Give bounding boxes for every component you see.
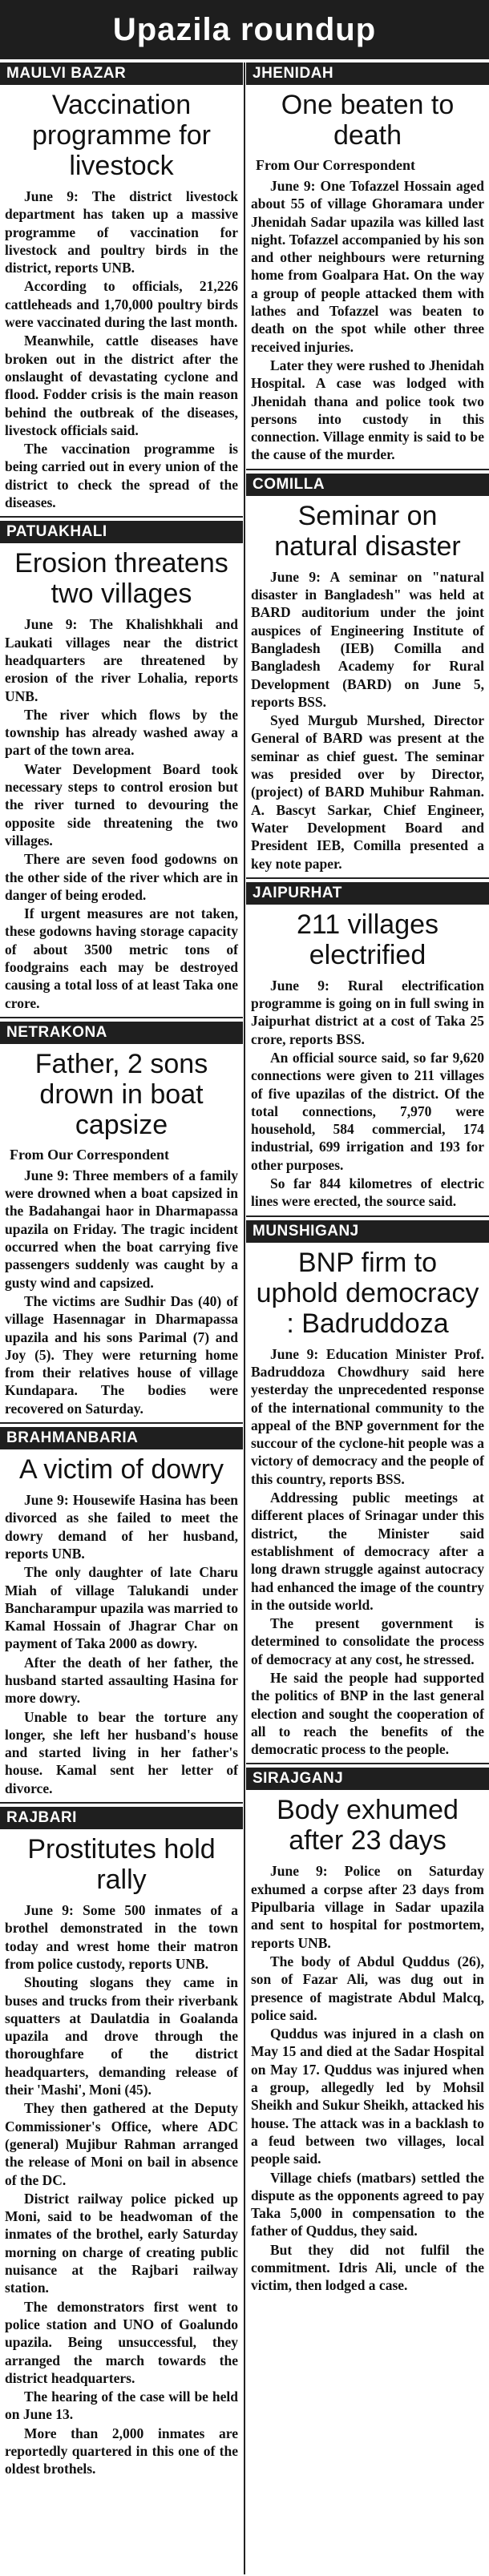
story-comilla (246, 474, 489, 879)
story-headline: BNP firm to uphold democracy : Badruddoza (256, 1247, 479, 1339)
story-dateline: NETRAKONA (0, 1022, 243, 1044)
story-paragraph: June 9: The district livestock department has taken up a massive programme of vaccination for livestock and poultry birds in the district, reports UNB. (5, 188, 238, 276)
story-paragraph: Addressing public meetings at different places of Srinagar under this district, the Minister said establishment of democracy after a long drawn struggle against autocracy had enhanced the image of the country in the outside world. (251, 1490, 484, 1613)
story-divider (246, 1215, 489, 1217)
story-paragraph: He said the people had supported the politics of BNP in the last general election and sought the cooperation of all to reach the benefits of the democratic process to the people. (251, 1670, 484, 1758)
story-paragraph: The present government is determined to consolidate the process of democracy at any cost, he stressed. (251, 1615, 484, 1667)
story-paragraph: The river which flows by the township has already washed away a part of the town area. (5, 706, 238, 759)
story-paragraph: June 9: Some 500 inmates of a brothel demonstrated in the town today and wrest home their matron from police custody, reports UNB. (5, 1902, 238, 1972)
story-dateline: COMILLA (246, 474, 489, 496)
story-paragraph: They then gathered at the Deputy Commissioner's Office, where ADC (general) Mujibur Rahman arranged the release of Moni on bail in absence of the DC. (5, 2100, 238, 2188)
story-dateline: BRAHMANBARIA (0, 1427, 243, 1449)
story-netrakona (0, 1022, 243, 1424)
story-paragraph: But they did not fulfil the commitment. Idris Ali, uncle of the victim, then lodged a case. (251, 2241, 484, 2294)
story-paragraph: After the death of her father, the husband started assaulting Hasina for more dowry. (5, 1654, 238, 1707)
story-paragraph: Quddus was injured in a clash on May 15 and died at the Sadar Hospital on May 17. Quddus was injured when a group, allegedly led by Mohsil Sheikh and Sukur Sheikh, attacked his house. The attack was in a backlash to a feud between two villages, local people said. (251, 2026, 484, 2167)
story-paragraph: June 9: A seminar on "natural disaster in Bangladesh" was held at BARD auditorium under the joint auspices of Engineering Institute of Bangladesh (IEB) Comilla and Bangladesh Academy for Rural Development (BARD) on June 5, reports BSS. (251, 568, 484, 710)
story-paragraph: More than 2,000 inmates are reportedly quartered in this one of the oldest brothels. (5, 2425, 238, 2477)
column-divider (244, 62, 245, 2574)
story-headline: Vaccination programme for livestock (32, 90, 211, 181)
story-paragraph: The only daughter of late Charu Miah of village Talukandi under Bancharampur upazila was married to Kamal Hossain of Jhagrar Char on payment of Taka 2000 as dowry. (5, 1564, 238, 1652)
story-paragraph: There are seven food godowns on the other side of the river which are in danger of being eroded. (5, 851, 238, 903)
story-dateline: MUNSHIGANJ (246, 1220, 489, 1243)
story-paragraph: Village chiefs (matbars) settled the dispute as the opponents agreed to pay Taka 5,000 in compensation to the father of Quddus, they said. (251, 2169, 484, 2239)
story-paragraph: District railway police picked up Moni, said to be headwoman of the inmates of the brothel, early Saturday morning on charge of creating public nuisance at the Rajbari railway station. (5, 2190, 238, 2296)
story-paragraph: According to officials, 21,226 cattleheads and 1,70,000 poultry birds were vaccinated during the last month. (5, 278, 238, 331)
story-dateline: SIRAJGANJ (246, 1768, 489, 1790)
story-paragraph: Shouting slogans they came in buses and trucks from their riverbank squatters at Daulatdia in Goalanda upazila and drove through the thoroughfare of the district headquarters, demanding release of their 'Mashi', Moni (45). (5, 1974, 238, 2098)
story-munshiganj (246, 1220, 489, 1765)
story-paragraph: June 9: Education Minister Prof. Badruddoza Chowdhury said here yesterday the unprecedented response of the international community to the appeal of the BNP government for the succour of the cyclone-hit people was a victory of democracy and the people of this country, reports BSS. (251, 1345, 484, 1487)
story-jaipurhat (246, 882, 489, 1217)
story-jhenidah (246, 62, 489, 470)
story-maulvi-bazar (0, 62, 243, 518)
story-headline: Body exhumed after 23 days (277, 1795, 459, 1856)
story-headline: Seminar on natural disaster (274, 500, 461, 562)
right-column (246, 59, 489, 2576)
story-dateline: JAIPURHAT (246, 882, 489, 905)
story-dateline: RAJBARI (0, 1807, 243, 1829)
story-paragraph: June 9: Housewife Hasina has been divorced as she failed to meet the dowry demand of her husband, reports UNB. (5, 1492, 238, 1562)
story-divider (246, 1763, 489, 1764)
story-divider (0, 1422, 243, 1424)
story-dateline: MAULVI BAZAR (0, 62, 243, 85)
story-paragraph: An official source said, so far 9,620 connections were given to 211 villages of five upazilas of the district. Of the total connections, 7,970 were household, 584 commercial, 174 industrial, 699 irrigation and 193 for other purposes. (251, 1049, 484, 1173)
story-byline: From Our Correspondent (10, 1146, 170, 1163)
story-paragraph: The hearing of the case will be held on June 13. (5, 2389, 238, 2423)
story-dateline: PATUAKHALI (0, 521, 243, 543)
story-paragraph: Meanwhile, cattle diseases have broken out in the district after the onslaught of devastating cyclone and flood. Fodder crisis is the main reason behind the outbreak of the diseases, livestock officials said. (5, 333, 238, 438)
story-paragraph: Water Development Board took necessary steps to control erosion but the river turned to devouring the opposite side threatening the two villages. (5, 760, 238, 849)
story-paragraph: The vaccination programme is being carried out in every union of the district to check the spread of the diseases. (5, 441, 238, 511)
story-paragraph: June 9: The Khalishkhali and Laukati villages near the district headquarters are threatened by erosion of the river Lohalia, reports UNB. (5, 616, 238, 704)
story-headline: One beaten to death (281, 90, 455, 151)
story-headline: Prostitutes hold rally (27, 1834, 216, 1896)
story-paragraph: If urgent measures are not taken, these godowns having storage capacity of about 3500 metric tons of foodgrains each may be destroyed causing a total loss of at least Taka one crore. (5, 905, 238, 1011)
story-byline: From Our Correspondent (256, 157, 416, 173)
story-paragraph: June 9: One Tofazzel Hossain aged about 55 of village Ghoramara under Jhenidah Sadar upazila was killed last night. Tofazzel accompanied by his son and other neighbours were returning home from Goalpara Hat. On the way a group of people attacked them with lathes and Tofazzel was beaten to death on the spot while other three received injuries. (251, 178, 484, 355)
story-dateline: JHENIDAH (246, 62, 489, 85)
story-divider (0, 1802, 243, 1804)
story-divider (0, 1017, 243, 1018)
story-paragraph: June 9: Rural electrification programme is going on in full swing in Jaipurhat district at a cost of Taka 25 crore, reports BSS. (251, 977, 484, 1047)
section-banner: Upazila roundup (0, 0, 489, 59)
story-divider (0, 516, 243, 518)
story-divider (246, 469, 489, 470)
story-paragraph: The demonstrators first went to police station and UNO of Goalundo upazila. Being unsuccessful, they arranged the march towards the district headquarters. (5, 2298, 238, 2386)
story-headline: A victim of dowry (18, 1454, 224, 1486)
story-headline: 211 villages electrified (296, 909, 439, 970)
story-paragraph: Later they were rushed to Jhenidah Hospital. A case was lodged with Jhenidah thana and police took two persons into custody in this connection. Village enmity is said to be the cause of the murder. (251, 357, 484, 463)
left-column (0, 59, 243, 2576)
story-paragraph: June 9: Police on Saturday exhumed a corpse after 23 days from Pipulbaria village in Sadar upazila and sent to hospital for postmortem, reports UNB. (251, 1863, 484, 1951)
story-paragraph: So far 844 kilometres of electric lines were erected, the source said. (251, 1175, 484, 1210)
story-rajbari (0, 1807, 243, 2478)
story-paragraph: Unable to bear the torture any longer, she left her husband's house and started living in her father's house. Kamal sent her letter of divorce. (5, 1708, 238, 1796)
story-headline: Erosion threatens two villages (14, 548, 228, 610)
story-divider (246, 877, 489, 879)
story-headline: Father, 2 sons drown in boat capsize (34, 1048, 208, 1140)
story-patuakhali (0, 521, 243, 1018)
story-brahmanbaria (0, 1427, 243, 1804)
story-sirajganj (246, 1768, 489, 2294)
story-paragraph: Syed Murgub Murshed, Director General of BARD was present at the seminar as chief guest. The seminar was presided over by Director, (project) of BARD Muhibur Rahman. A. Bascyt Sarkar, Chief Engineer, Water Development Board and President IEB, Comilla presented a key note paper. (251, 712, 484, 872)
story-paragraph: The body of Abdul Quddus (26), son of Fazar Ali, was dug out in presence of magistrate Abdul Malcq, police said. (251, 1953, 484, 2023)
story-paragraph: The victims are Sudhir Das (40) of village Hasennagar in Dharmapassa upazila and his sons Parimal (7) and Joy (5). They were returning home from their relatives house of village Kundapara. The bodies were recovered on Saturday. (5, 1292, 238, 1417)
story-paragraph: June 9: Three members of a family were drowned when a boat capsized in the Badahangai haor in Dharmapassa upazila on Friday. The tragic incident occurred when the boat carrying five passengers suddenly was caught by a gusty wind and capsized. (5, 1167, 238, 1291)
